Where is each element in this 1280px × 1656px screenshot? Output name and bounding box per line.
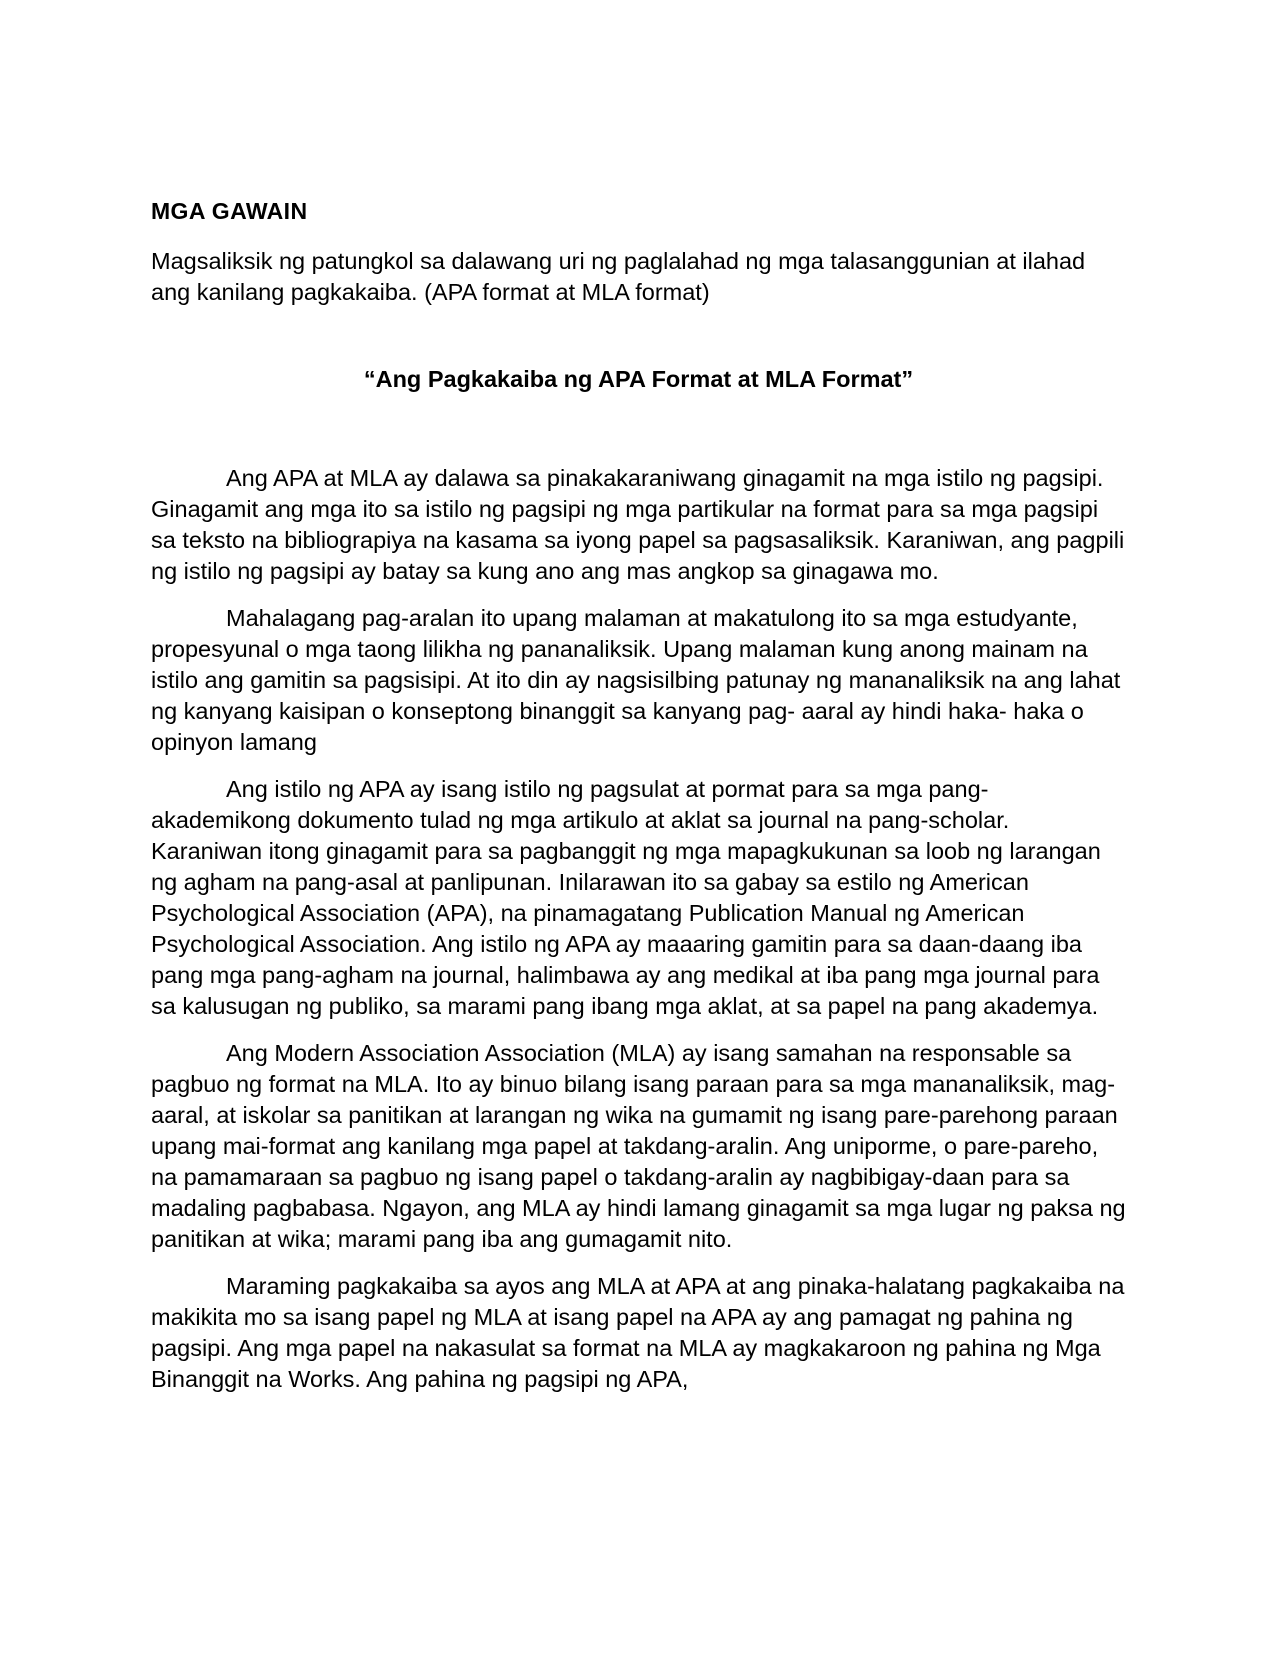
paragraph: Ang istilo ng APA ay isang istilo ng pagsulat at pormat para sa mga pang-akademikong dokumento tulad ng mga artikulo at aklat sa journal na pang-scholar. Karaniwan itong ginagamit para sa pagbanggit ng mga mapagkukunan sa loob ng larangan ng agham na pang-asal at panlipunan. Inilarawan ito sa gabay sa estilo ng American Psychological Association (APA), na pinamagatang Publication Manual ng American Psychological Association. Ang istilo ng APA ay maaaring gamitin para sa daan-daang iba pang mga pang-agham na journal, halimbawa ay ang medikal at iba pang mga journal para sa kalusugan ng publiko, sa marami pang ibang mga aklat, at sa papel na pang akademya.: [151, 776, 1101, 1019]
essay-body: [151, 463, 1126, 1395]
document-content: [151, 196, 1126, 1411]
paragraph: Maraming pagkakaiba sa ayos ang MLA at APA at ang pinaka-halatang pagkakaiba na makikita mo sa isang papel ng MLA at isang papel na APA ay ang pamagat ng pahina ng pagsipi. Ang mga papel na nakasulat sa format na MLA ay magkakaroon ng pahina ng Mga Binanggit na Works. Ang pahina ng pagsipi ng APA,: [151, 1273, 1125, 1392]
essay-title: “Ang Pagkakaiba ng APA Format at MLA Format”: [363, 366, 914, 392]
paragraph: Mahalagang pag-aralan ito upang malaman at makatulong ito sa mga estudyante, propesyunal o mga taong lilikha ng pananaliksik. Upang malaman kung anong mainam na istilo ang gamitin sa pagsisipi. At ito din ay nagsisilbing patunay ng mananaliksik na ang lahat ng kanyang kaisipan o konseptong binanggit sa kanyang pag- aaral ay hindi haka- haka o opinyon lamang: [151, 605, 1121, 755]
paragraph: Ang APA at MLA ay dalawa sa pinakakaraniwang ginagamit na mga istilo ng pagsipi. Ginagamit ang mga ito sa istilo ng pagsipi ng mga partikular na format para sa mga pagsipi sa teksto na bibliograpiya na kasama sa iyong papel sa pagsasaliksik. Karaniwan, ang pagpili ng istilo ng pagsipi ay batay sa kung ano ang mas angkop sa ginagawa mo.: [151, 465, 1125, 584]
section-heading: MGA GAWAIN: [151, 198, 308, 224]
paragraph: Ang Modern Association Association (MLA) ay isang samahan na responsable sa pagbuo ng format na MLA. Ito ay binuo bilang isang paraan para sa mga mananaliksik, mag-aaral, at iskolar sa panitikan at larangan ng wika na gumamit ng isang pare-parehong paraan upang mai-format ang kanilang mga papel at takdang-aralin. Ang uniporme, o pare-pareho, na pamamaraan sa pagbuo ng isang papel o takdang-aralin ay nagbibigay-daan para sa madaling pagbabasa. Ngayon, ang MLA ay hindi lamang ginagamit sa mga lugar ng paksa ng panitikan at wika; marami pang iba ang gumagamit nito.: [151, 1040, 1126, 1252]
instruction-text: Magsaliksik ng patungkol sa dalawang uri ng paglalahad ng mga talasanggunian at ilahad ang kanilang pagkakaiba. (APA format at MLA format): [151, 248, 1086, 305]
